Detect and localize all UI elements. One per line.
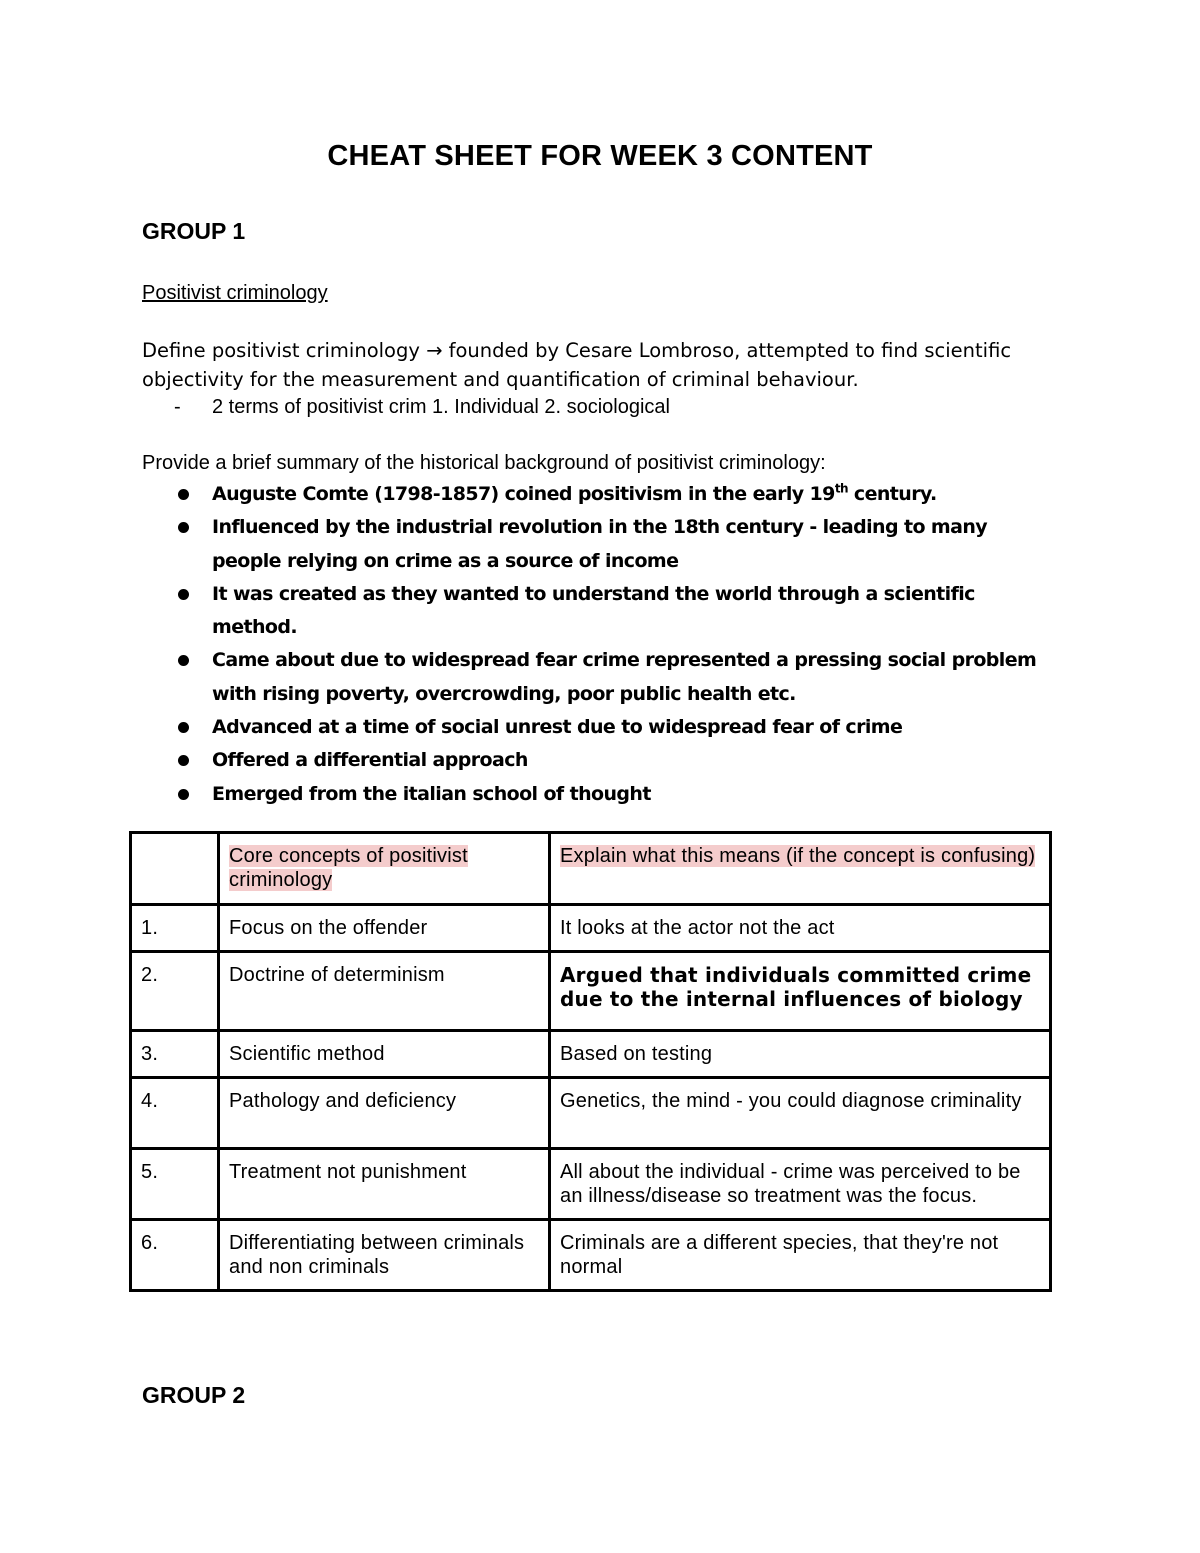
row-concept-cell: Doctrine of determinism xyxy=(219,952,550,1031)
row-num-cell: 2. xyxy=(131,952,219,1031)
bullet-text: It was created as they wanted to understand the world through a scientific method. xyxy=(212,582,975,639)
header-num-cell xyxy=(131,833,219,905)
definition-paragraph: Define positivist criminology → founded by Cesare Lombroso, attempted to find scientific objectivity for the measurement and quantification of criminal behaviour. xyxy=(142,339,1012,391)
dash-list-item xyxy=(174,396,670,419)
history-bullet-list xyxy=(172,478,1052,811)
bullet-text: Advanced at a time of social unrest due to widespread fear of crime xyxy=(212,716,903,739)
row-concept-cell: Scientific method xyxy=(219,1031,550,1078)
bullet-dot-icon xyxy=(178,522,189,533)
table-row xyxy=(131,952,1051,1031)
concepts-table xyxy=(129,831,1052,1292)
row-concept-cell: Differentiating between criminals and non criminals xyxy=(219,1220,550,1291)
bullet-text-end: century. xyxy=(847,483,937,505)
dash-marker: - xyxy=(174,396,181,418)
row-explanation-cell: Criminals are a different species, that they're not normal xyxy=(550,1220,1051,1291)
bullet-dot-icon xyxy=(178,489,189,500)
table-header-row xyxy=(131,833,1051,905)
bullet-item xyxy=(172,578,1052,645)
row-concept-cell: Pathology and deficiency xyxy=(219,1078,550,1149)
bullet-dot-icon xyxy=(178,589,189,600)
row-num-cell: 1. xyxy=(131,905,219,952)
group-1-heading: GROUP 1 xyxy=(142,218,246,244)
header-concept-text: Core concepts of positivist criminology xyxy=(229,845,468,891)
table-row xyxy=(131,1078,1051,1149)
row-num-cell: 4. xyxy=(131,1078,219,1149)
table-row xyxy=(131,905,1051,952)
bullet-item xyxy=(172,744,1052,777)
bullet-text: Came about due to widespread fear crime represented a pressing social problem with rising poverty, overcrowding, poor public health etc. xyxy=(212,649,1037,705)
table-row xyxy=(131,1031,1051,1078)
group-2-heading: GROUP 2 xyxy=(142,1382,246,1408)
bullet-text: Offered a differential approach xyxy=(212,749,528,772)
bullet-text: Emerged from the italian school of thought xyxy=(212,782,651,805)
row-concept-cell: Focus on the offender xyxy=(219,905,550,952)
table-row xyxy=(131,1220,1051,1291)
history-intro: Provide a brief summary of the historical background of positivist criminology: xyxy=(142,452,826,474)
bullet-text: Auguste Comte (1798-1857) coined positivism in the early 19 xyxy=(212,483,835,505)
row-explanation-cell: Based on testing xyxy=(550,1031,1051,1078)
bullet-item xyxy=(172,778,1052,811)
bullet-item xyxy=(172,478,1052,511)
row-explanation-cell: Genetics, the mind - you could diagnose criminality xyxy=(550,1078,1051,1149)
bullet-item xyxy=(172,511,1052,578)
page-title: CHEAT SHEET FOR WEEK 3 CONTENT xyxy=(327,140,873,172)
section-title: Positivist criminology xyxy=(142,282,328,304)
bullet-dot-icon xyxy=(178,655,189,666)
bullet-item xyxy=(172,644,1052,711)
row-explanation-cell: Argued that individuals committed crime due to the internal influences of biology xyxy=(550,952,1051,1031)
dash-item-text: 2 terms of positivist crim 1. Individual 2. sociological xyxy=(212,396,670,418)
bullet-dot-icon xyxy=(178,755,189,766)
row-num-cell: 5. xyxy=(131,1149,219,1220)
header-concept-cell xyxy=(219,833,550,905)
bullet-text: Influenced by the industrial revolution in the 18th century - leading to many people relying on crime as a source of income xyxy=(212,516,988,572)
bullet-item xyxy=(172,711,1052,744)
header-explanation-cell xyxy=(550,833,1051,905)
row-num-cell: 6. xyxy=(131,1220,219,1291)
bullet-dot-icon xyxy=(178,789,189,800)
bullet-superscript: th xyxy=(834,481,848,496)
row-explanation-cell: It looks at the actor not the act xyxy=(550,905,1051,952)
header-explanation-text: Explain what this means (if the concept is confusing) xyxy=(560,845,1036,867)
table-row xyxy=(131,1149,1051,1220)
row-explanation-cell: All about the individual - crime was perceived to be an illness/disease so treatment was the focus. xyxy=(550,1149,1051,1220)
row-concept-cell: Treatment not punishment xyxy=(219,1149,550,1220)
row-num-cell: 3. xyxy=(131,1031,219,1078)
bullet-dot-icon xyxy=(178,722,189,733)
